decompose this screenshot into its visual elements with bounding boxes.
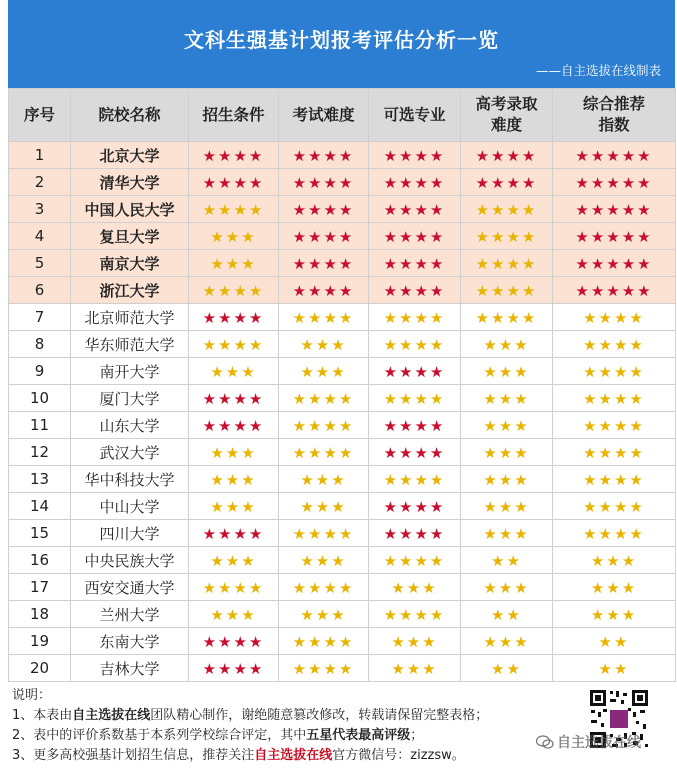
star-rating-icon: ★★★	[483, 443, 530, 462]
star-rating-icon: ★★★	[483, 362, 530, 381]
star-rating-icon: ★★★	[210, 254, 257, 273]
star-rating-icon: ★★★	[210, 605, 257, 624]
column-header-no: 序号	[9, 89, 71, 142]
star-rating-icon: ★★★★	[202, 200, 265, 219]
rating-recommendation	[553, 385, 676, 412]
page-subtitle: ——自主选拔在线制表	[535, 63, 661, 78]
row-number: 15	[9, 520, 71, 547]
rating-recommendation	[553, 466, 676, 493]
evaluation-table	[8, 88, 676, 682]
star-rating-icon: ★★★	[210, 470, 257, 489]
rating-exam-difficulty	[279, 574, 369, 601]
star-rating-icon: ★★★★	[475, 173, 538, 192]
rating-exam-difficulty	[279, 547, 369, 574]
rating-gaokao-difficulty	[461, 358, 553, 385]
star-rating-icon: ★★★	[300, 605, 347, 624]
star-rating-icon: ★★★★	[383, 227, 446, 246]
star-rating-icon: ★★★★	[202, 146, 265, 165]
row-number: 12	[9, 439, 71, 466]
rating-exam-difficulty	[279, 142, 369, 169]
star-rating-icon: ★★★★	[202, 173, 265, 192]
rating-exam-difficulty	[279, 250, 369, 277]
column-header-gaokao-difficulty: 高考录取难度	[461, 89, 553, 142]
star-rating-icon: ★★★★	[292, 389, 355, 408]
star-rating-icon: ★★★	[210, 227, 257, 246]
star-rating-icon: ★★★	[590, 551, 638, 570]
rating-exam-difficulty	[279, 196, 369, 223]
school-name: 山东大学	[71, 412, 189, 439]
column-header-majors: 可选专业	[369, 89, 461, 142]
rating-admission-conditions	[189, 439, 279, 466]
rating-majors	[369, 250, 461, 277]
star-rating-icon: ★★★	[483, 632, 530, 651]
star-rating-icon: ★★★★	[292, 173, 355, 192]
star-rating-icon: ★★★★	[383, 146, 446, 165]
star-rating-icon: ★★★★	[292, 281, 355, 300]
star-rating-icon: ★★★★	[202, 389, 265, 408]
rating-majors	[369, 493, 461, 520]
star-rating-icon: ★★★★	[383, 605, 446, 624]
table-row	[9, 304, 676, 331]
rating-gaokao-difficulty	[461, 547, 553, 574]
rating-recommendation	[553, 196, 676, 223]
rating-majors	[369, 196, 461, 223]
table-row	[9, 277, 676, 304]
rating-gaokao-difficulty	[461, 331, 553, 358]
star-rating-icon: ★★	[491, 551, 522, 570]
note-3-text: 3、更多高校强基计划招生信息，推荐关注	[12, 748, 255, 763]
star-rating-icon: ★★★★★	[575, 173, 653, 192]
rating-admission-conditions	[189, 358, 279, 385]
star-rating-icon: ★★★★	[583, 416, 645, 435]
star-rating-icon: ★★★★	[383, 308, 446, 327]
star-rating-icon: ★★★★	[292, 524, 355, 543]
star-rating-icon: ★★★★★	[575, 254, 653, 273]
star-rating-icon: ★★★★	[292, 146, 355, 165]
star-rating-icon: ★★★	[210, 497, 257, 516]
star-rating-icon: ★★★	[300, 335, 347, 354]
rating-recommendation	[553, 601, 676, 628]
rating-admission-conditions	[189, 520, 279, 547]
rating-gaokao-difficulty	[461, 493, 553, 520]
table-row	[9, 601, 676, 628]
star-rating-icon: ★★★★	[292, 200, 355, 219]
note-3-highlight: 自主选拔在线	[254, 748, 333, 763]
rating-gaokao-difficulty	[461, 466, 553, 493]
rating-majors	[369, 223, 461, 250]
star-rating-icon: ★★★★	[475, 227, 538, 246]
table-header-row	[9, 89, 676, 142]
rating-exam-difficulty	[279, 331, 369, 358]
table-body	[9, 142, 676, 682]
rating-gaokao-difficulty	[461, 655, 553, 682]
note-2-bold: 五星代表最高评级	[306, 728, 411, 743]
rating-exam-difficulty	[279, 223, 369, 250]
star-rating-icon: ★★★★	[202, 416, 265, 435]
note-line-2	[12, 726, 572, 746]
star-rating-icon: ★★★★	[292, 308, 355, 327]
star-rating-icon: ★★★	[483, 497, 530, 516]
table-row	[9, 358, 676, 385]
rating-majors	[369, 466, 461, 493]
rating-gaokao-difficulty	[461, 574, 553, 601]
star-rating-icon: ★★★★	[383, 335, 446, 354]
rating-gaokao-difficulty	[461, 250, 553, 277]
rating-exam-difficulty	[279, 493, 369, 520]
school-name: 四川大学	[71, 520, 189, 547]
note-1-text-end: 团队精心制作，谢绝随意篡改修改，转载请保留完整表格；	[150, 708, 489, 723]
rating-gaokao-difficulty	[461, 412, 553, 439]
rating-gaokao-difficulty	[461, 439, 553, 466]
note-2-text-end: ；	[410, 728, 424, 743]
rating-recommendation	[553, 142, 676, 169]
row-number: 16	[9, 547, 71, 574]
star-rating-icon: ★★★★	[202, 308, 265, 327]
page-title: 文科生强基计划报考评估分析一览	[184, 28, 499, 52]
rating-gaokao-difficulty	[461, 169, 553, 196]
rating-recommendation	[553, 358, 676, 385]
header-banner	[8, 0, 675, 88]
star-rating-icon: ★★★	[210, 551, 257, 570]
school-name: 厦门大学	[71, 385, 189, 412]
rating-majors	[369, 331, 461, 358]
rating-recommendation	[553, 574, 676, 601]
star-rating-icon: ★★★★	[383, 470, 446, 489]
star-rating-icon: ★★★★	[583, 497, 645, 516]
rating-recommendation	[553, 412, 676, 439]
table-row	[9, 493, 676, 520]
rating-admission-conditions	[189, 574, 279, 601]
star-rating-icon: ★★★	[483, 389, 530, 408]
rating-exam-difficulty	[279, 439, 369, 466]
watermark-text: 自主选拔在线	[557, 735, 641, 751]
rating-admission-conditions	[189, 655, 279, 682]
rating-majors	[369, 574, 461, 601]
rating-exam-difficulty	[279, 412, 369, 439]
table-row	[9, 547, 676, 574]
star-rating-icon: ★★★★	[202, 281, 265, 300]
rating-majors	[369, 277, 461, 304]
star-rating-icon: ★★★★	[583, 524, 645, 543]
note-1-bold: 自主选拔在线	[72, 708, 151, 723]
rating-recommendation	[553, 250, 676, 277]
star-rating-icon: ★★★	[483, 416, 530, 435]
rating-recommendation	[553, 439, 676, 466]
rating-recommendation	[553, 493, 676, 520]
star-rating-icon: ★★★	[300, 497, 347, 516]
row-number: 6	[9, 277, 71, 304]
star-rating-icon: ★★★★	[383, 524, 446, 543]
row-number: 10	[9, 385, 71, 412]
star-rating-icon: ★★★★	[475, 200, 538, 219]
star-rating-icon: ★★★★	[383, 443, 446, 462]
rating-gaokao-difficulty	[461, 196, 553, 223]
rating-majors	[369, 142, 461, 169]
school-name: 兰州大学	[71, 601, 189, 628]
notes-heading: 说明：	[12, 688, 52, 703]
school-name: 南京大学	[71, 250, 189, 277]
rating-exam-difficulty	[279, 304, 369, 331]
row-number: 17	[9, 574, 71, 601]
star-rating-icon: ★★★★	[383, 497, 446, 516]
school-name: 清华大学	[71, 169, 189, 196]
rating-admission-conditions	[189, 493, 279, 520]
star-rating-icon: ★★★	[210, 362, 257, 381]
school-name: 西安交通大学	[71, 574, 189, 601]
rating-admission-conditions	[189, 412, 279, 439]
rating-majors	[369, 520, 461, 547]
rating-recommendation	[553, 655, 676, 682]
star-rating-icon: ★★★★	[475, 308, 538, 327]
rating-gaokao-difficulty	[461, 520, 553, 547]
star-rating-icon: ★★★★	[202, 659, 265, 678]
rating-gaokao-difficulty	[461, 277, 553, 304]
school-name: 中山大学	[71, 493, 189, 520]
note-2-text: 2、表中的评价系数基于本系列学校综合评定，其中	[12, 728, 307, 743]
star-rating-icon: ★★★	[483, 524, 530, 543]
star-rating-icon: ★★★★	[202, 335, 265, 354]
table-row	[9, 466, 676, 493]
note-1-text: 1、本表由	[12, 708, 73, 723]
star-rating-icon: ★★★★	[583, 308, 645, 327]
rating-majors	[369, 412, 461, 439]
star-rating-icon: ★★	[491, 605, 522, 624]
rating-recommendation	[553, 169, 676, 196]
rating-majors	[369, 169, 461, 196]
star-rating-icon: ★★★★★	[575, 200, 653, 219]
star-rating-icon: ★★★★	[475, 281, 538, 300]
star-rating-icon: ★★★★	[292, 227, 355, 246]
notes-section	[12, 686, 572, 766]
star-rating-icon: ★★★	[300, 362, 347, 381]
table-row	[9, 412, 676, 439]
rating-admission-conditions	[189, 466, 279, 493]
rating-admission-conditions	[189, 304, 279, 331]
star-rating-icon: ★★	[491, 659, 522, 678]
rating-gaokao-difficulty	[461, 304, 553, 331]
star-rating-icon: ★★★★	[292, 578, 355, 597]
star-rating-icon: ★★★★	[383, 281, 446, 300]
school-name: 中国人民大学	[71, 196, 189, 223]
note-line-3	[12, 746, 572, 766]
star-rating-icon: ★★★	[300, 551, 347, 570]
row-number: 3	[9, 196, 71, 223]
star-rating-icon: ★★★★★	[575, 146, 653, 165]
star-rating-icon: ★★★★	[292, 443, 355, 462]
column-header-exam-difficulty: 考试难度	[279, 89, 369, 142]
row-number: 7	[9, 304, 71, 331]
rating-majors	[369, 628, 461, 655]
rating-exam-difficulty	[279, 358, 369, 385]
star-rating-icon: ★★★	[483, 335, 530, 354]
star-rating-icon: ★★★★	[383, 551, 446, 570]
school-name: 武汉大学	[71, 439, 189, 466]
star-rating-icon: ★★★★	[583, 389, 645, 408]
rating-gaokao-difficulty	[461, 601, 553, 628]
rating-majors	[369, 385, 461, 412]
table-row	[9, 574, 676, 601]
star-rating-icon: ★★★★	[292, 632, 355, 651]
table-row	[9, 142, 676, 169]
star-rating-icon: ★★★	[210, 443, 257, 462]
rating-admission-conditions	[189, 601, 279, 628]
star-rating-icon: ★★★★	[383, 416, 446, 435]
rating-exam-difficulty	[279, 466, 369, 493]
rating-exam-difficulty	[279, 601, 369, 628]
rating-admission-conditions	[189, 169, 279, 196]
table-row	[9, 250, 676, 277]
rating-admission-conditions	[189, 331, 279, 358]
rating-admission-conditions	[189, 250, 279, 277]
rating-recommendation	[553, 520, 676, 547]
rating-majors	[369, 358, 461, 385]
column-header-recommendation: 综合推荐指数	[553, 89, 676, 142]
rating-majors	[369, 304, 461, 331]
rating-recommendation	[553, 277, 676, 304]
note-line-1	[12, 706, 572, 726]
row-number: 8	[9, 331, 71, 358]
star-rating-icon: ★★★★	[583, 362, 645, 381]
school-name: 中央民族大学	[71, 547, 189, 574]
rating-exam-difficulty	[279, 520, 369, 547]
star-rating-icon: ★★★★	[475, 146, 538, 165]
star-rating-icon: ★★★★	[202, 632, 265, 651]
rating-majors	[369, 655, 461, 682]
rating-admission-conditions	[189, 142, 279, 169]
row-number: 5	[9, 250, 71, 277]
row-number: 2	[9, 169, 71, 196]
star-rating-icon: ★★★★★	[575, 227, 653, 246]
school-name: 吉林大学	[71, 655, 189, 682]
table-row	[9, 169, 676, 196]
wechat-icon	[536, 735, 554, 749]
star-rating-icon: ★★★	[391, 659, 438, 678]
star-rating-icon: ★★★★	[383, 362, 446, 381]
star-rating-icon: ★★★	[391, 578, 438, 597]
star-rating-icon: ★★★	[590, 605, 638, 624]
star-rating-icon: ★★★★	[202, 524, 265, 543]
star-rating-icon: ★★★	[300, 470, 347, 489]
rating-recommendation	[553, 547, 676, 574]
star-rating-icon: ★★★★	[583, 443, 645, 462]
column-header-admission-conditions: 招生条件	[189, 89, 279, 142]
rating-admission-conditions	[189, 547, 279, 574]
rating-recommendation	[553, 628, 676, 655]
star-rating-icon: ★★★★	[383, 173, 446, 192]
rating-gaokao-difficulty	[461, 385, 553, 412]
row-number: 18	[9, 601, 71, 628]
rating-admission-conditions	[189, 385, 279, 412]
row-number: 14	[9, 493, 71, 520]
table-row	[9, 331, 676, 358]
evaluation-sheet	[8, 0, 675, 778]
rating-exam-difficulty	[279, 655, 369, 682]
star-rating-icon: ★★★	[590, 578, 638, 597]
star-rating-icon: ★★★★	[383, 254, 446, 273]
rating-exam-difficulty	[279, 277, 369, 304]
column-header-school: 院校名称	[71, 89, 189, 142]
table-row	[9, 223, 676, 250]
star-rating-icon: ★★★★	[383, 389, 446, 408]
star-rating-icon: ★★★★	[292, 254, 355, 273]
school-name: 北京师范大学	[71, 304, 189, 331]
rating-majors	[369, 601, 461, 628]
rating-recommendation	[553, 223, 676, 250]
school-name: 浙江大学	[71, 277, 189, 304]
school-name: 复旦大学	[71, 223, 189, 250]
star-rating-icon: ★★★★	[583, 335, 645, 354]
star-rating-icon: ★★★★	[292, 659, 355, 678]
rating-recommendation	[553, 331, 676, 358]
rating-exam-difficulty	[279, 385, 369, 412]
star-rating-icon: ★★★★★	[575, 281, 653, 300]
school-name: 华中科技大学	[71, 466, 189, 493]
table-row	[9, 439, 676, 466]
school-name: 南开大学	[71, 358, 189, 385]
star-rating-icon: ★★★★	[202, 578, 265, 597]
row-number: 13	[9, 466, 71, 493]
rating-gaokao-difficulty	[461, 142, 553, 169]
school-name: 东南大学	[71, 628, 189, 655]
row-number: 4	[9, 223, 71, 250]
table-row	[9, 520, 676, 547]
star-rating-icon: ★★	[598, 659, 630, 678]
star-rating-icon: ★★★	[483, 578, 530, 597]
rating-exam-difficulty	[279, 628, 369, 655]
rating-admission-conditions	[189, 277, 279, 304]
star-rating-icon: ★★★★	[292, 416, 355, 435]
school-name: 北京大学	[71, 142, 189, 169]
rating-majors	[369, 547, 461, 574]
star-rating-icon: ★★★	[483, 470, 530, 489]
rating-admission-conditions	[189, 628, 279, 655]
star-rating-icon: ★★	[598, 632, 630, 651]
table-row	[9, 385, 676, 412]
watermark	[536, 732, 676, 752]
row-number: 20	[9, 655, 71, 682]
school-name: 华东师范大学	[71, 331, 189, 358]
row-number: 9	[9, 358, 71, 385]
star-rating-icon: ★★★★	[383, 200, 446, 219]
rating-gaokao-difficulty	[461, 223, 553, 250]
rating-admission-conditions	[189, 196, 279, 223]
note-3-text-end: 官方微信号：zizzsw。	[332, 748, 465, 763]
rating-recommendation	[553, 304, 676, 331]
rating-exam-difficulty	[279, 169, 369, 196]
table-row	[9, 655, 676, 682]
star-rating-icon: ★★★★	[475, 254, 538, 273]
star-rating-icon: ★★★	[391, 632, 438, 651]
row-number: 11	[9, 412, 71, 439]
rating-admission-conditions	[189, 223, 279, 250]
rating-majors	[369, 439, 461, 466]
table-row	[9, 628, 676, 655]
table-row	[9, 196, 676, 223]
rating-gaokao-difficulty	[461, 628, 553, 655]
row-number: 19	[9, 628, 71, 655]
star-rating-icon: ★★★★	[583, 470, 645, 489]
row-number: 1	[9, 142, 71, 169]
